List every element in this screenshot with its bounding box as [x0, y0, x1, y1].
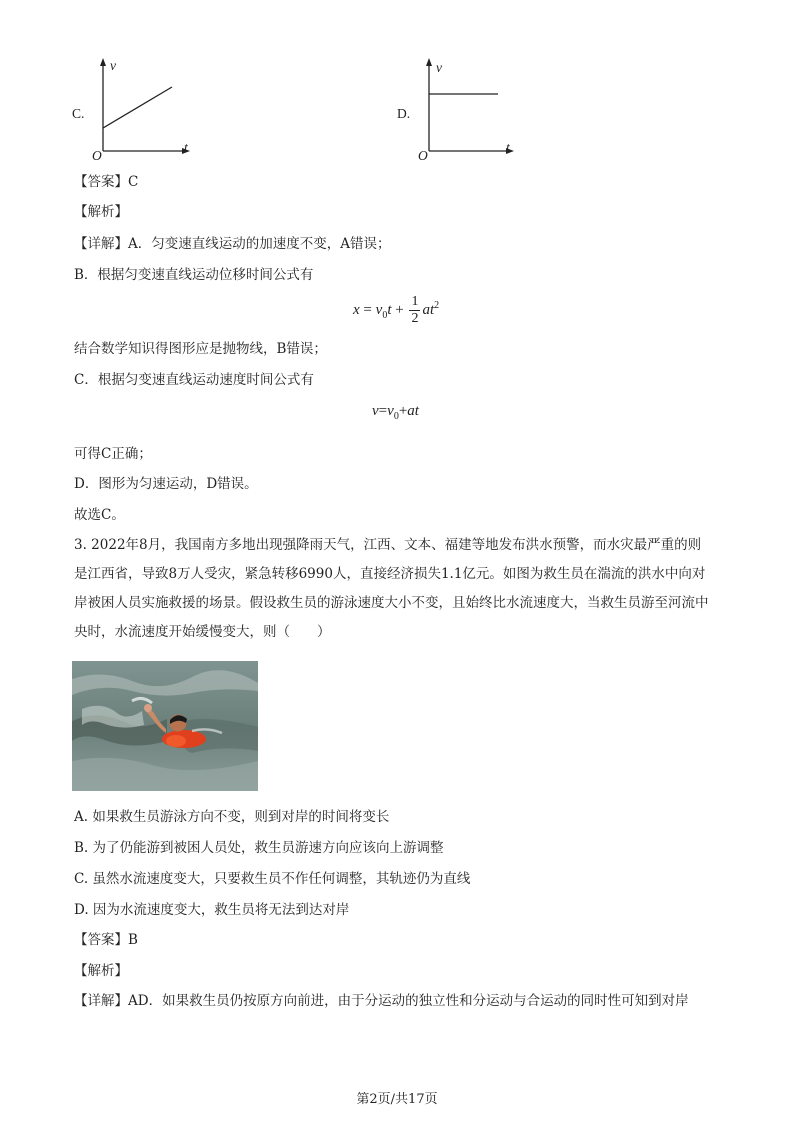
graph-c [86, 56, 196, 166]
page-footer: 第2页/共17页 [356, 1092, 438, 1107]
q3-option-b: B. 为了仍能游到被困人员处，救生员游速方向应该向上游调整 [74, 840, 444, 856]
q3-option-a: A. 如果救生员游泳方向不变，则到对岸的时间将变长 [74, 809, 390, 825]
q3-detail: 【详解】AD．如果救生员仍按原方向前进，由于分运动的独立性和分运动与合运动的同时性可知到对岸 [74, 993, 689, 1009]
q3-analysis-heading: 【解析】 [74, 963, 128, 979]
graph-c-axis-y: v [110, 58, 116, 73]
q2-conclusion: 故选C。 [74, 507, 125, 523]
option-d-label: D. [397, 106, 411, 121]
q3-option-c: C. 虽然水流速度变大，只要救生员不作任何调整，其轨迹仍为直线 [74, 871, 471, 887]
q2-after-formula1: 结合数学知识得图形应是抛物线，B错误； [74, 341, 327, 357]
rescuer-photo [72, 661, 258, 791]
graph-d-origin: O [418, 148, 428, 163]
formula-velocity: $v=v_0+at$ [372, 403, 419, 422]
fraction-half: $\frac{1}{2}$ [411, 294, 419, 326]
q2-detail-a: 【详解】A．匀变速直线运动的加速度不变，A错误； [74, 236, 391, 252]
q2-detail-b: B．根据匀变速直线运动位移时间公式有 [74, 267, 314, 283]
graph-c-line [103, 87, 172, 128]
graph-d-axis-y: v [436, 60, 442, 75]
graph-c-origin: O [92, 148, 102, 163]
graph-c-axis-x: t [184, 140, 188, 155]
graph-d-axis-x: t [506, 140, 510, 155]
formula-displacement: $x = v_0t$ + $\frac{1}{2}$ $at^2$ [353, 294, 440, 326]
q2-detail-d: D．图形为匀速运动，D错误。 [74, 476, 258, 492]
q3-answer: 【答案】B [74, 932, 138, 948]
q3-option-d: D. 因为水流速度变大，救生员将无法到达对岸 [74, 902, 350, 918]
option-c-label: C. [72, 106, 85, 121]
q3-stem: 3. 2022年8月，我国南方多地出现强降雨天气，江西、文本、福建等地发布洪水预警，而水灾最严重的则是江西省，导致8万人受灾，紧急转移6990人，直接经济损失1.1亿元。如图为救生员在湍流的洪水中向对岸被困人员实施救援的场景。假设救生员的游泳速度大小不变，且始终比水流速度大，当救生员游至河流中央时，水流速度开始缓慢变大，则（ ） [74, 537, 709, 640]
q2-after-formula2: 可得C正确； [74, 446, 152, 462]
q2-analysis-heading: 【解析】 [74, 204, 128, 220]
q2-detail-c: C．根据匀变速直线运动速度时间公式有 [74, 372, 314, 388]
q2-answer: 【答案】C [74, 174, 139, 190]
